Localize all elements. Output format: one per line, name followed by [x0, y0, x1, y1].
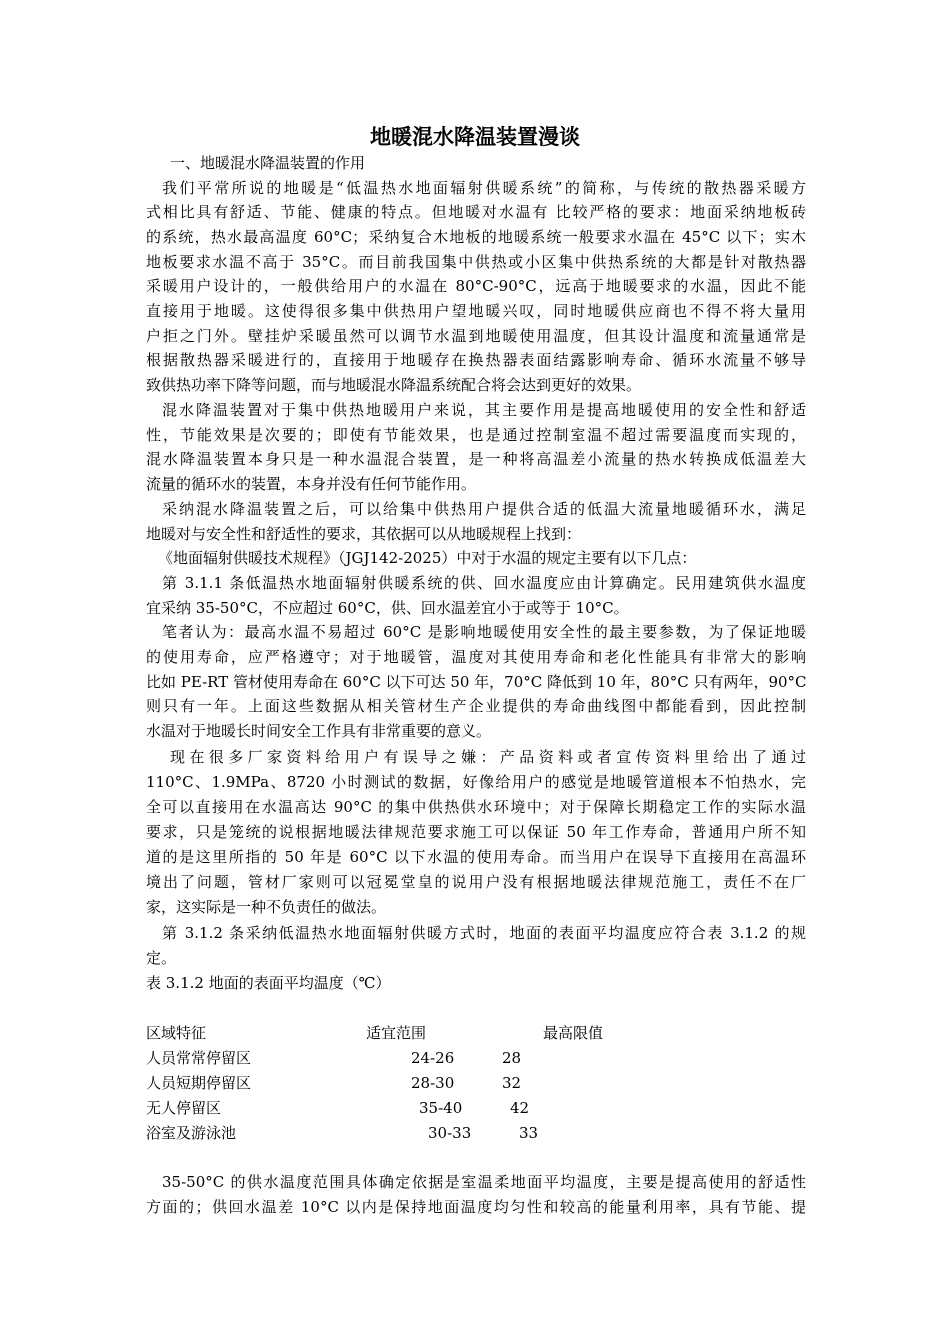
table-cell: 人员常常停留区: [146, 1049, 252, 1067]
text-line: 的系统，热水最高温度 60°C；采纳复合木地板的地暖系统一般要求水温在 45°C 以下；实木: [146, 228, 806, 246]
table-cell: 浴室及游泳池: [146, 1124, 237, 1142]
text-line: 水温对于地暖长时间安全工作具有非常重要的意义。: [146, 722, 492, 740]
text-line: 混水降温装置本身只是一种水温混合装置，是一种将高温差小流量的热水转换成低温差大: [146, 450, 806, 468]
text-line: 道的是这里所指的 50 年是 60°C 以下水温的使用寿命。而当用户在误导下直接用在高温环: [146, 848, 806, 866]
table-cell: 无人停留区: [146, 1099, 222, 1117]
text-line: 家，这实际是一种不负责任的做法。: [146, 898, 387, 916]
text-line: 《地面辐射供暖技术规程》（JGJ142-2025）中对于水温的规定主要有以下几点：: [158, 549, 697, 567]
text-line: 性，节能效果是次要的；即使有节能效果，也是通过控制室温不超过需要温度而实现的，: [146, 426, 806, 444]
text-line: 110°C、1.9MPa、8720 小时测试的数据，好像给用户的感觉是地暖管道根本不怕热水，完: [146, 773, 806, 791]
table-cell: 28: [502, 1049, 522, 1067]
table-cell: 35-40: [419, 1099, 463, 1117]
text-line: 第 3.1.1 条低温热水地面辐射供暖系统的供、回水温度应由计算确定。民用建筑供水温度: [162, 574, 806, 592]
text-line: 采纳混水降温装置之后，可以给集中供热用户提供合适的低温大流量地暖循环水，满足: [162, 500, 806, 518]
text-line: 流量的循环水的装置，本身并没有任何节能作用。: [146, 475, 477, 493]
text-line: 要求，只是笼统的说根据地暖法律规范要求施工可以保证 50 年工作寿命，普通用户所不知: [146, 823, 806, 841]
text-line: 致供热功率下降等问题，而与地暖混水降温系统配合将会达到更好的效果。: [146, 376, 642, 394]
table-cell: 30-33: [428, 1124, 472, 1142]
text-line: 全可以直接用在水温高达 90°C 的集中供热供水环境中；对于保障长期稳定工作的实际水温: [146, 798, 806, 816]
text-line: 方面的；供回水温差 10°C 以内是保持地面温度均匀性和较高的能量利用率，具有节能、提: [146, 1198, 806, 1216]
table-cell: 28-30: [411, 1074, 455, 1092]
section-heading: 一、地暖混水降温装置的作用: [170, 154, 366, 172]
text-line: 采暖用户设计的，一般供给用户的水温在 80°C-90°C，远高于地暖要求的水温，因此不能: [146, 277, 806, 295]
text-line: 地板要求水温不高于 35°C。而目前我国集中供热或小区集中供热系统的大都是针对散热器: [146, 253, 806, 271]
text-line: 户拒之门外。壁挂炉采暖虽然可以调节水温到地暖使用温度，但其设计温度和流量通常是: [146, 327, 806, 345]
text-line: 式相比具有舒适、节能、健康的特点。但地暖对水温有 比较严格的要求：地面采纳地板砖: [146, 203, 806, 221]
table-header: 最高限值: [543, 1024, 604, 1042]
page-title: 地暖混水降温装置漫谈: [370, 124, 580, 149]
text-line: 现在很多厂家资料给用户有误导之嫌：产品资料或者宣传资料里给出了通过: [170, 748, 806, 766]
table-cell: 人员短期停留区: [146, 1074, 252, 1092]
text-line: 我们平常所说的地暖是“低温热水地面辐射供暖系统”的简称，与传统的散热器采暖方: [162, 179, 806, 197]
text-line: 地暖对与安全性和舒适性的要求，其依据可以从地暖规程上找到：: [146, 525, 582, 543]
table-cell: 33: [519, 1124, 539, 1142]
text-line: 35-50°C 的供水温度范围具体确定依据是室温柔地面平均温度，主要是提高使用的舒适性: [162, 1173, 806, 1191]
text-line: 直接用于地暖。这使得很多集中供热用户望地暖兴叹，同时地暖供应商也不得不将大量用: [146, 302, 806, 320]
text-line: 混水降温装置对于集中供热地暖用户来说，其主要作用是提高地暖使用的安全性和舒适: [162, 401, 806, 419]
text-line: 根据散热器采暖进行的，直接用于地暖存在换热器表面结露影响寿命、循环水流量不够导: [146, 351, 806, 369]
text-line: 第 3.1.2 条采纳低温热水地面辐射供暖方式时，地面的表面平均温度应符合表 3.1.2 的规: [162, 924, 806, 942]
text-line: 则只有一年。上面这些数据从相关管材生产企业提供的寿命曲线图中都能看到，因此控制: [146, 697, 806, 715]
table-cell: 24-26: [411, 1049, 455, 1067]
table-cell: 42: [510, 1099, 530, 1117]
text-line: 境出了问题，管材厂家则可以冠冕堂皇的说用户没有根据地暖法律规范施工，责任不在厂: [146, 873, 806, 891]
text-line: 定。: [146, 949, 177, 967]
table-header: 适宜范围: [366, 1024, 427, 1042]
text-line: 比如 PE-RT 管材使用寿命在 60°C 以下可达 50 年，70°C 降低到 10 年，80°C 只有两年，90°C: [146, 673, 807, 691]
table-caption: 表 3.1.2 地面的表面平均温度（℃）: [146, 974, 391, 992]
table-cell: 32: [502, 1074, 522, 1092]
text-line: 的使用寿命，应严格遵守；对于地暖管，温度对其使用寿命和老化性能具有非常大的影响: [146, 648, 806, 666]
text-line: 宜采纳 35-50°C，不应超过 60°C，供、回水温差宜小于或等于 10°C。: [146, 599, 629, 617]
text-line: 笔者认为：最高水温不易超过 60°C 是影响地暖使用安全性的最主要参数，为了保证地暖: [162, 623, 806, 641]
table-header: 区域特征: [146, 1024, 207, 1042]
